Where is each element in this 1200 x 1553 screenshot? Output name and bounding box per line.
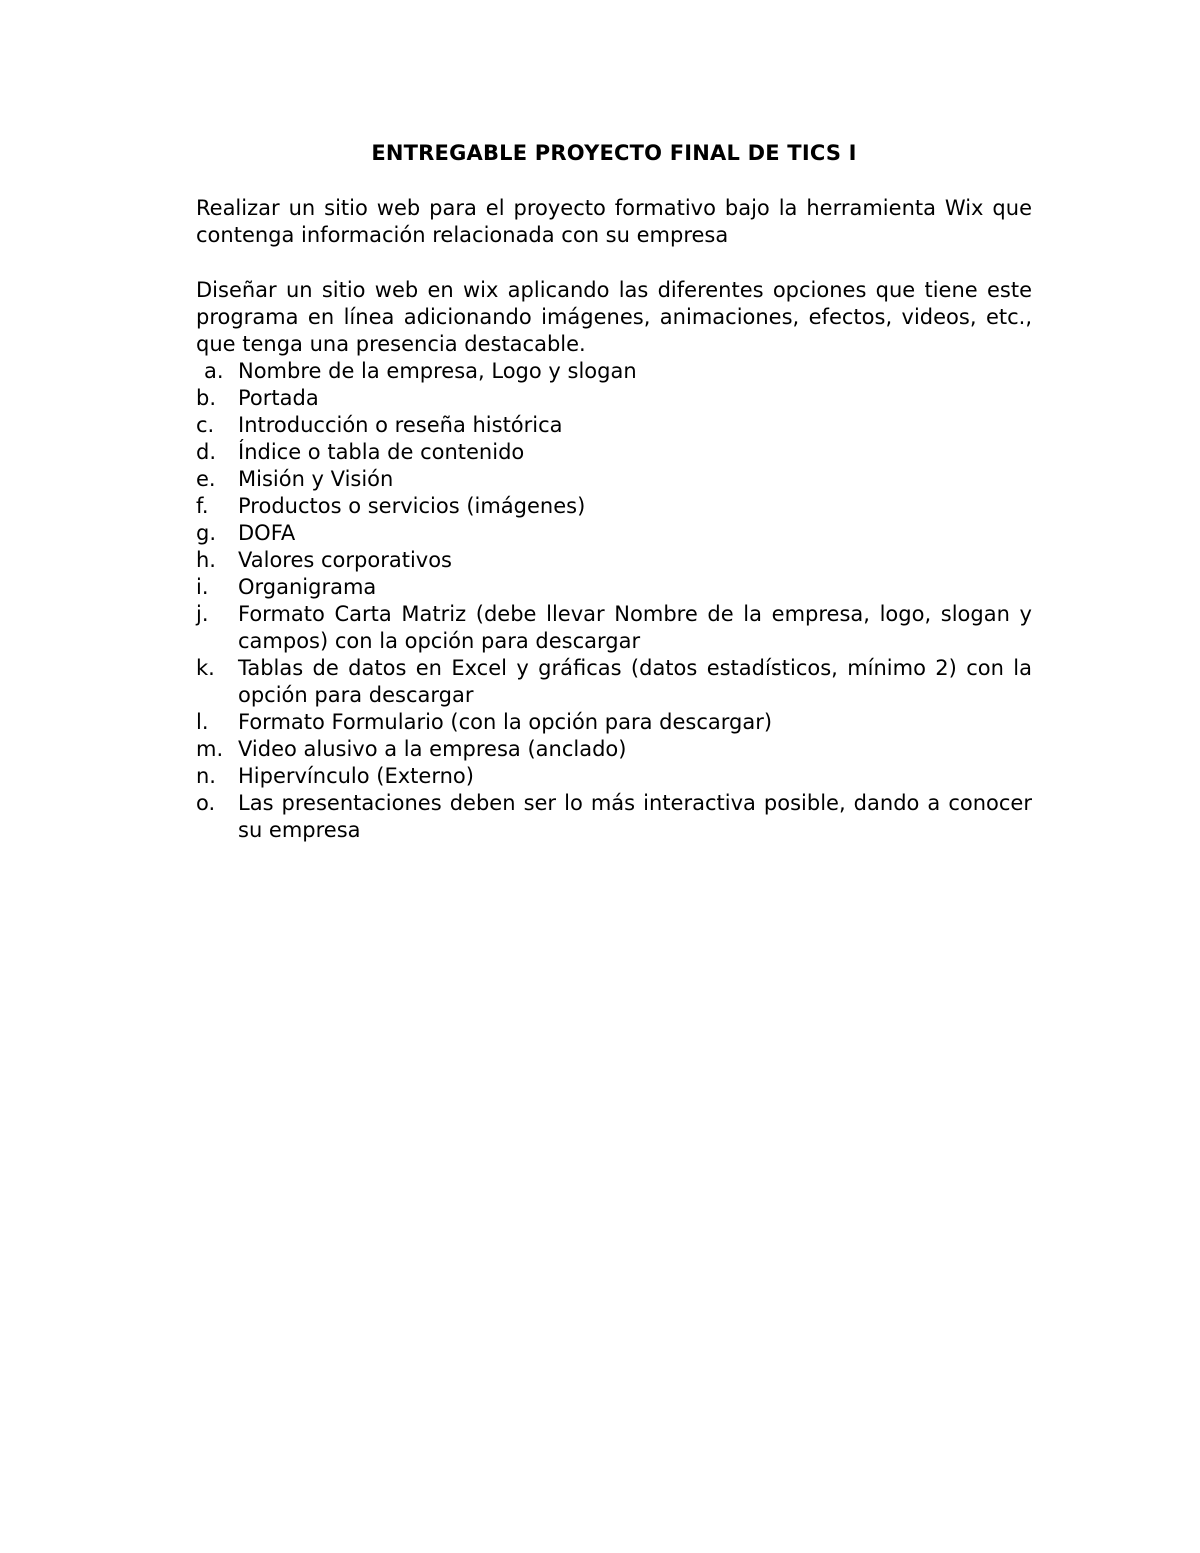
list-item bbox=[196, 385, 1032, 412]
list-item-letter: h. bbox=[196, 548, 216, 572]
list-item-letter: o. bbox=[196, 791, 216, 815]
design-paragraph: Diseñar un sitio web en wix aplicando las diferentes opciones que tiene este programa en línea adicionando imágenes, animaciones, efectos, videos, etc., que tenga una presencia destacable. bbox=[196, 278, 1032, 356]
list-item bbox=[196, 790, 1032, 844]
list-item bbox=[196, 466, 1032, 493]
list-item-text: Portada bbox=[238, 386, 319, 410]
list-item-letter: f. bbox=[196, 494, 209, 518]
list-item-letter: k. bbox=[196, 656, 215, 680]
document-page bbox=[196, 140, 1032, 844]
list-item bbox=[196, 763, 1032, 790]
list-item bbox=[196, 709, 1032, 736]
list-item-text: Productos o servicios (imágenes) bbox=[238, 494, 586, 518]
list-item-letter: d. bbox=[196, 440, 217, 464]
list-item-text: DOFA bbox=[238, 521, 296, 545]
list-item-letter: j. bbox=[196, 602, 209, 626]
list-item-letter: g. bbox=[196, 521, 217, 545]
list-item-letter: l. bbox=[196, 710, 209, 734]
list-item-letter: n. bbox=[196, 764, 216, 788]
requirements-list bbox=[196, 358, 1032, 844]
list-item-text: Índice o tabla de contenido bbox=[238, 440, 525, 464]
list-item-text: Hipervínculo (Externo) bbox=[238, 764, 474, 788]
list-item-text: Valores corporativos bbox=[238, 548, 452, 572]
list-item-letter: b. bbox=[196, 386, 217, 410]
intro-paragraph: Realizar un sitio web para el proyecto formativo bajo la herramienta Wix que contenga información relacionada con su empresa bbox=[196, 196, 1032, 247]
list-item bbox=[196, 655, 1032, 709]
list-item-text: Video alusivo a la empresa (anclado) bbox=[238, 737, 627, 761]
list-item bbox=[196, 439, 1032, 466]
list-item-text: Las presentaciones deben ser lo más interactiva posible, dando a conocer su empresa bbox=[238, 791, 1032, 842]
list-item bbox=[196, 736, 1032, 763]
document-title: ENTREGABLE PROYECTO FINAL DE TICS I bbox=[371, 141, 857, 165]
list-item-letter: e. bbox=[196, 467, 216, 491]
list-item-text: Formato Carta Matriz (debe llevar Nombre de la empresa, logo, slogan y campos) con la opción para descargar bbox=[238, 602, 1032, 653]
list-item-text: Tablas de datos en Excel y gráficas (datos estadísticos, mínimo 2) con la opción para descargar bbox=[238, 656, 1032, 707]
list-item-text: Introducción o reseña histórica bbox=[238, 413, 563, 437]
list-item-text: Misión y Visión bbox=[238, 467, 394, 491]
list-item bbox=[196, 412, 1032, 439]
list-item bbox=[196, 520, 1032, 547]
list-item bbox=[196, 574, 1032, 601]
list-item bbox=[196, 358, 1032, 385]
list-item-text: Nombre de la empresa, Logo y slogan bbox=[238, 359, 637, 383]
list-item-text: Formato Formulario (con la opción para descargar) bbox=[238, 710, 773, 734]
list-item bbox=[196, 601, 1032, 655]
list-item bbox=[196, 547, 1032, 574]
list-item-text: Organigrama bbox=[238, 575, 377, 599]
list-item bbox=[196, 493, 1032, 520]
list-item-letter: c. bbox=[196, 413, 215, 437]
list-item-letter: i. bbox=[196, 575, 209, 599]
list-item-letter: m. bbox=[196, 737, 224, 761]
list-item-letter: a. bbox=[204, 359, 224, 383]
